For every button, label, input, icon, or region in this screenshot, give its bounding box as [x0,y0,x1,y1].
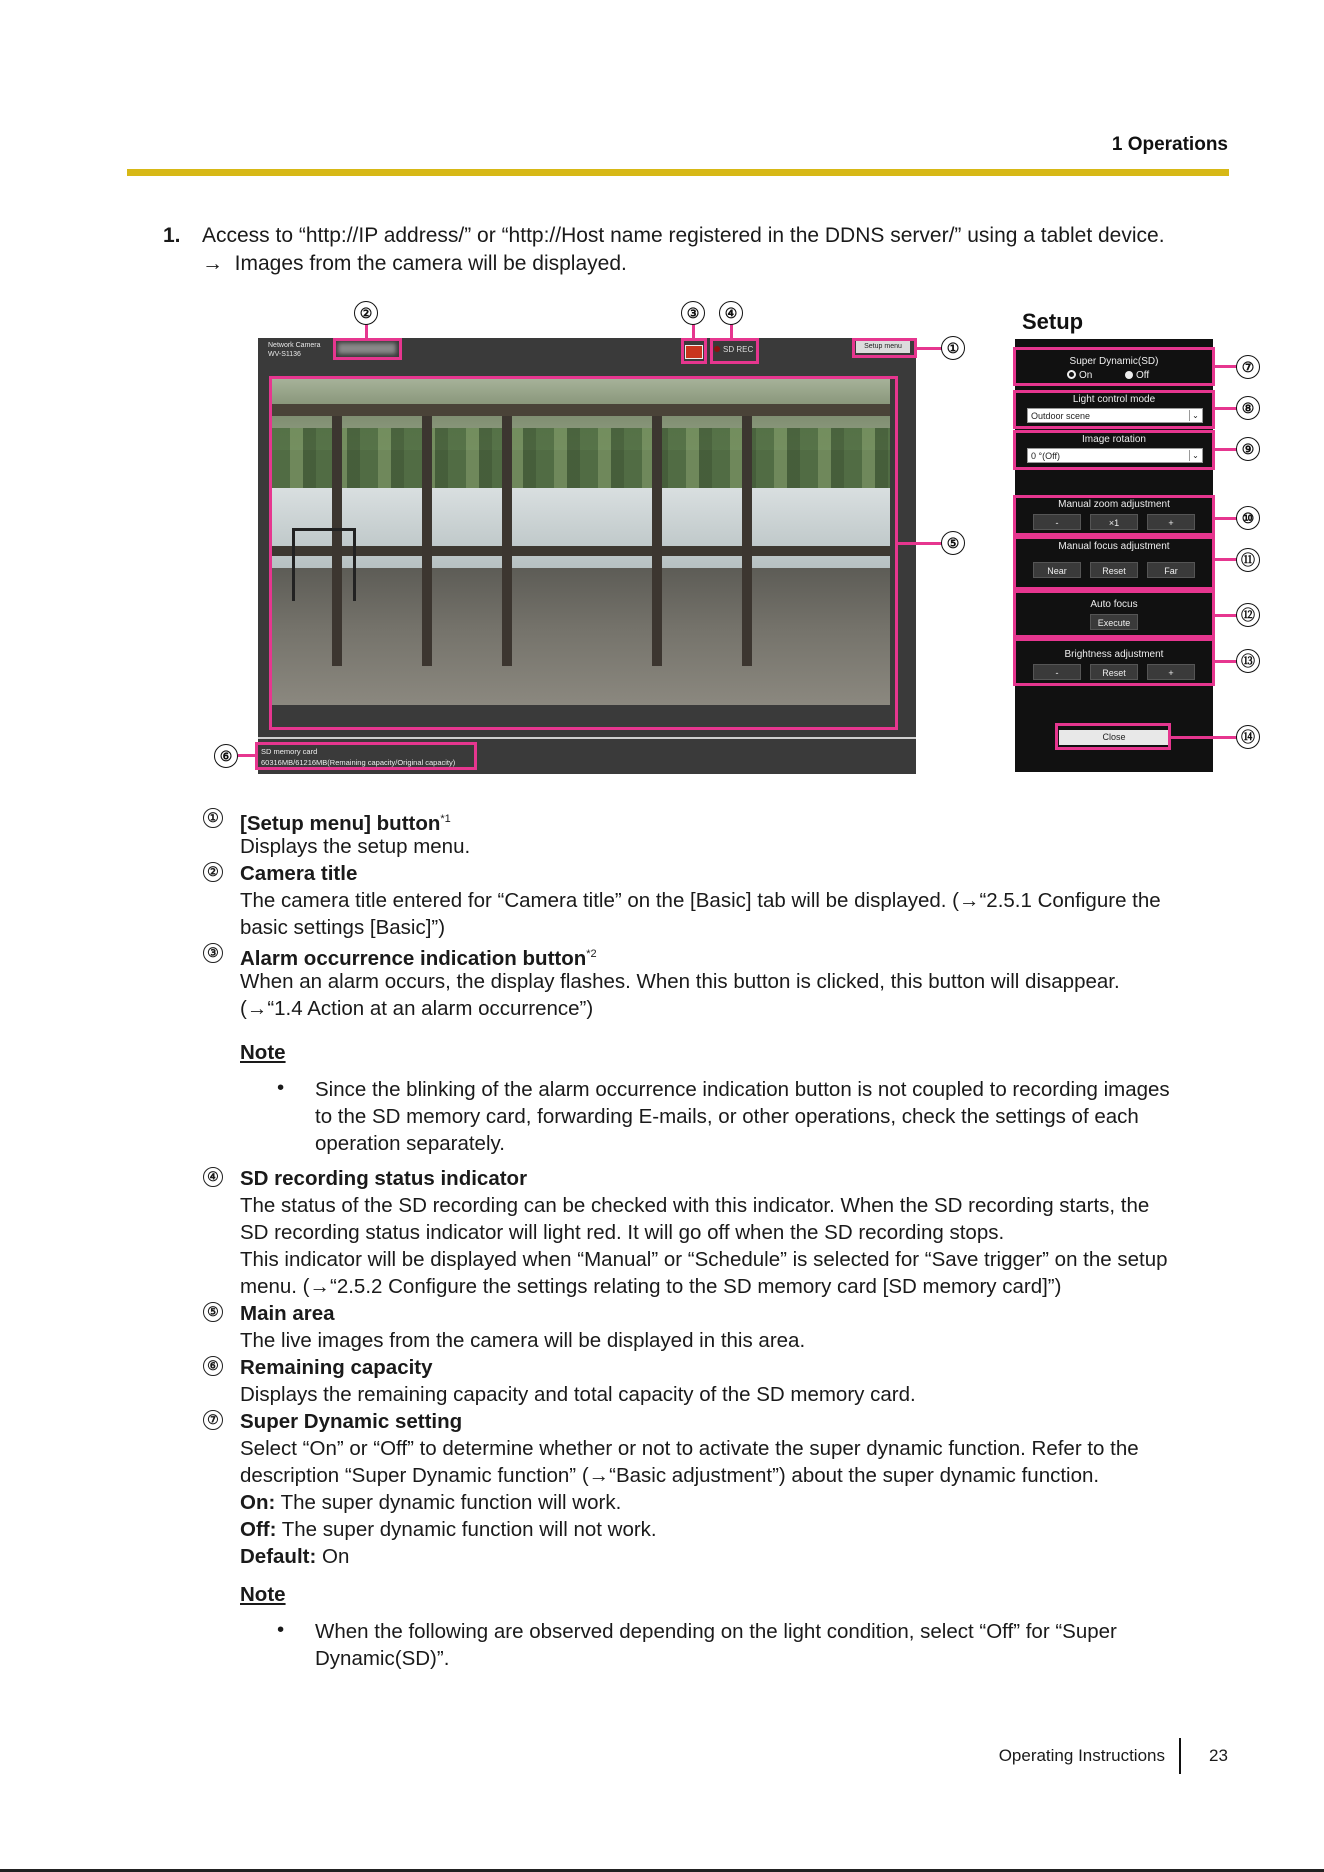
highlight-alarm [681,338,707,364]
item-1-num: ① [203,808,223,828]
item-5-desc: The live images from the camera will be displayed in this area. [240,1329,806,1352]
step-result [202,250,627,278]
item-4-title: SD recording status indicator [240,1167,528,1190]
callout-10: ⑩ [1236,506,1260,530]
callout-7: ⑦ [1236,355,1260,379]
callout-8: ⑧ [1236,396,1260,420]
item-4-desc-4: menu. (→“2.5.2 Configure the settings relating to the SD memory card [SD memory card]”) [240,1275,1062,1298]
super-dynamic-label: Super Dynamic(SD) [1069,356,1159,367]
brightness-minus-button[interactable]: - [1033,664,1081,680]
highlight-super-dynamic [1013,347,1215,386]
brand-line-1: Network Camera [268,342,321,349]
brand-line-2: WV-S1136 [268,351,301,358]
auto-focus-label: Auto focus [1090,599,1138,610]
callout-5: ⑤ [941,531,965,555]
item-5-num: ⑤ [203,1302,223,1322]
result-arrow-icon: → [202,252,223,275]
default-text: On [316,1545,350,1568]
section-header: 1 Operations [1111,134,1228,155]
camera-brand [268,341,321,359]
image-rotation-label: Image rotation [1082,434,1146,445]
sd-capacity: 60316MB/61216MB(Remaining capacity/Original capacity) [261,758,456,767]
sd-off-label: Off [1136,370,1150,381]
focus-reset-button[interactable]: Reset [1090,562,1138,578]
highlight-close [1055,723,1171,750]
leader-line [692,323,695,339]
note-1-title: Note [240,1041,286,1064]
zoom-plus-button[interactable]: + [1147,514,1195,530]
item-7-num: ⑦ [203,1410,223,1430]
item-4-desc-1: The status of the SD recording can be checked with this indicator. When the SD recording starts, the [240,1194,1150,1217]
page-number: 23 [1209,1746,1228,1765]
leader-line [365,323,368,339]
on-label: On: [240,1491,276,1514]
callout-12: ⑫ [1236,603,1260,627]
item-2-num: ② [203,862,223,882]
callout-13: ⑬ [1236,649,1260,673]
item-3-num: ③ [203,943,223,963]
zoom-label: Manual zoom adjustment [1058,499,1170,510]
highlight-image-rotation [1013,430,1215,470]
close-button[interactable]: Close [1059,730,1169,745]
default-label: Default: [240,1545,317,1568]
focus-label: Manual focus adjustment [1058,541,1170,552]
image-rotation-value: 0 °(Off) [1031,451,1060,461]
note-1-line-2: to the SD memory card, forwarding E-mails, or other operations, check the settings of each [315,1105,1139,1128]
highlight-auto-focus [1013,590,1215,638]
camera-bottom-bar [258,737,916,739]
item-6-num: ⑥ [203,1356,223,1376]
note-1-line-3: operation separately. [315,1132,505,1155]
focus-near-button[interactable]: Near [1033,562,1081,578]
step-number: 1. [163,224,181,247]
leader-line [917,347,943,350]
note-2-line-2: Dynamic(SD)”. [315,1647,450,1670]
footer-label: Operating Instructions [998,1746,1165,1765]
item-6-desc: Displays the remaining capacity and total capacity of the SD memory card. [240,1383,916,1406]
item-4-desc-2: SD recording status indicator will light red. It will go off when the SD recording stops. [240,1221,1005,1244]
item-6-title: Remaining capacity [240,1356,433,1379]
off-label: Off: [240,1518,277,1541]
highlight-setup-button [852,338,917,358]
setup-menu-button[interactable]: Setup menu [856,341,910,353]
highlight-focus [1013,536,1215,590]
item-3-desc-1: When an alarm occurs, the display flashes. When this button is clicked, this button will disappear. [240,970,1120,993]
note-2-title: Note [240,1583,286,1606]
zoom-x1-button[interactable]: ×1 [1090,514,1138,530]
leader-line [898,542,943,545]
highlight-sd-info [255,742,477,770]
note-1-bullet: • [277,1076,285,1099]
leader-line [730,323,733,339]
item-4-num: ④ [203,1167,223,1187]
light-control-label: Light control mode [1072,394,1156,405]
note-1-line-1: Since the blinking of the alarm occurrence indication button is not coupled to recording images [315,1078,1170,1101]
focus-far-button[interactable]: Far [1147,562,1195,578]
step-text: Access to “http://IP address/” or “http://Host name registered in the DDNS server/” using a tablet device. [202,224,1165,247]
header-rule [127,169,1229,176]
setup-menu-title: Setup [1022,309,1084,334]
callout-3: ③ [681,301,705,325]
zoom-minus-button[interactable]: - [1033,514,1081,530]
item-7-on [240,1489,621,1516]
highlight-sd-rec [710,338,759,364]
item-2-title: Camera title [240,862,358,885]
callout-1: ① [941,336,965,360]
callout-14: ⑭ [1236,725,1260,749]
note-2-bullet: • [277,1618,285,1641]
brightness-label: Brightness adjustment [1064,649,1164,660]
footer-separator [1179,1738,1181,1774]
item-1-desc: Displays the setup menu. [240,835,471,858]
off-text: The super dynamic function will not work. [276,1518,657,1541]
result-text: Images from the camera will be displayed. [234,252,627,275]
brightness-plus-button[interactable]: + [1147,664,1195,680]
callout-9: ⑨ [1236,437,1260,461]
auto-focus-execute-button[interactable]: Execute [1090,614,1138,630]
brightness-reset-button[interactable]: Reset [1090,664,1138,680]
leader-line [1171,736,1241,739]
item-4-desc-3: This indicator will be displayed when “Manual” or “Schedule” is selected for “Save trigger” on the setup [240,1248,1168,1271]
light-control-value: Outdoor scene [1031,411,1091,421]
item-3-sup: *2 [586,948,597,960]
sd-on-label: On [1079,370,1093,381]
callout-6: ⑥ [214,744,238,768]
item-2-desc-2: basic settings [Basic]”) [240,916,446,939]
item-7-desc-1: Select “On” or “Off” to determine whether or not to activate the super dynamic function. Refer to the [240,1437,1139,1460]
callout-11: ⑪ [1236,548,1260,572]
item-7-default [240,1543,349,1570]
on-text: The super dynamic function will work. [275,1491,622,1514]
leader-line [238,754,255,757]
item-1-title-text: [Setup menu] button [240,812,441,835]
highlight-main-area [269,376,898,730]
item-3-title-text: Alarm occurrence indication button [240,947,587,970]
item-7-desc-2: description “Super Dynamic function” (→“Basic adjustment”) about the super dynamic function. [240,1464,1100,1487]
item-5-title: Main area [240,1302,335,1325]
highlight-brightness [1013,638,1215,686]
chevron-down-icon: ⌄ [1189,450,1201,461]
item-3-desc-2: (→“1.4 Action at an alarm occurrence”) [240,997,594,1020]
highlight-light-control [1013,390,1215,429]
highlight-zoom [1013,495,1215,536]
chevron-down-icon: ⌄ [1189,410,1201,421]
sd-rec-label: SD REC [723,345,754,354]
item-7-title: Super Dynamic setting [240,1410,463,1433]
sd-label: SD memory card [261,747,318,756]
item-2-desc-1: The camera title entered for “Camera title” on the [Basic] tab will be displayed. (→“2.5.1 Configure the [240,889,1161,912]
highlight-camera-title [333,338,402,360]
item-7-off [240,1516,657,1543]
callout-2: ② [354,301,378,325]
note-2-line-1: When the following are observed depending on the light condition, select “Off” for “Super [315,1620,1117,1643]
callout-4: ④ [719,301,743,325]
item-1-sup: *1 [440,813,451,825]
